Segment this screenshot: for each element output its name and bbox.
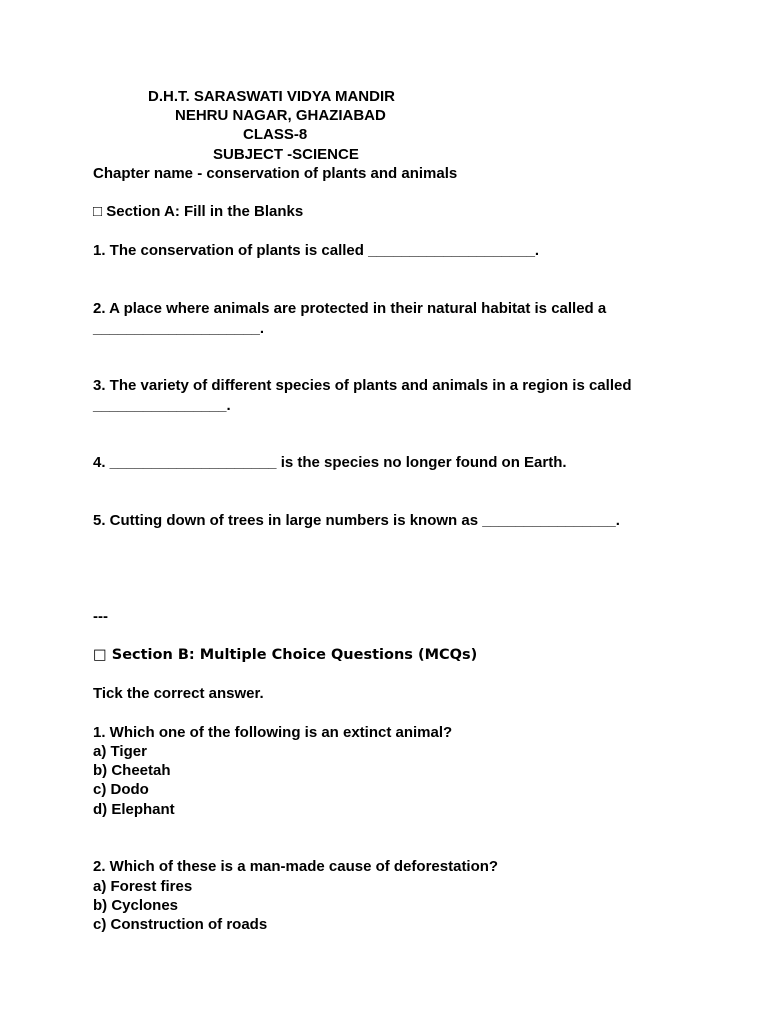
- question-b2-option-b: b) Cyclones: [93, 897, 179, 914]
- question-a1: 1. The conservation of plants is called ____________________.: [93, 242, 540, 259]
- question-a3-line2: ________________.: [93, 397, 231, 414]
- section-b-title: □ Section B: Multiple Choice Questions (MCQs): [93, 647, 478, 663]
- question-b1-option-b: b) Cheetah: [93, 762, 171, 779]
- school-address: NEHRU NAGAR, GHAZIABAD: [175, 107, 386, 124]
- question-a2-line2: ____________________.: [93, 320, 265, 337]
- question-a2-line1: 2. A place where animals are protected in their natural habitat is called a: [93, 300, 607, 317]
- subject-label: SUBJECT -SCIENCE: [213, 146, 359, 163]
- separator: ---: [93, 608, 108, 625]
- section-b-instruction: Tick the correct answer.: [93, 685, 264, 702]
- school-name: D.H.T. SARASWATI VIDYA MANDIR: [148, 88, 395, 105]
- section-a-title: □ Section A: Fill in the Blanks: [93, 203, 304, 220]
- question-a4: 4. ____________________ is the species no longer found on Earth.: [93, 454, 567, 471]
- question-b1-option-a: a) Tiger: [93, 743, 147, 760]
- question-b2-option-a: a) Forest fires: [93, 878, 193, 895]
- class-label: CLASS-8: [243, 126, 308, 143]
- question-b2-option-c: c) Construction of roads: [93, 916, 268, 933]
- question-a3-line1: 3. The variety of different species of plants and animals in a region is called: [93, 377, 632, 394]
- question-b1: 1. Which one of the following is an extinct animal?: [93, 724, 453, 741]
- question-b1-option-c: c) Dodo: [93, 781, 149, 798]
- chapter-name: Chapter name - conservation of plants and animals: [93, 165, 458, 182]
- question-a5: 5. Cutting down of trees in large numbers is known as ________________.: [93, 512, 620, 529]
- question-b1-option-d: d) Elephant: [93, 801, 175, 818]
- question-b2: 2. Which of these is a man-made cause of deforestation?: [93, 858, 499, 875]
